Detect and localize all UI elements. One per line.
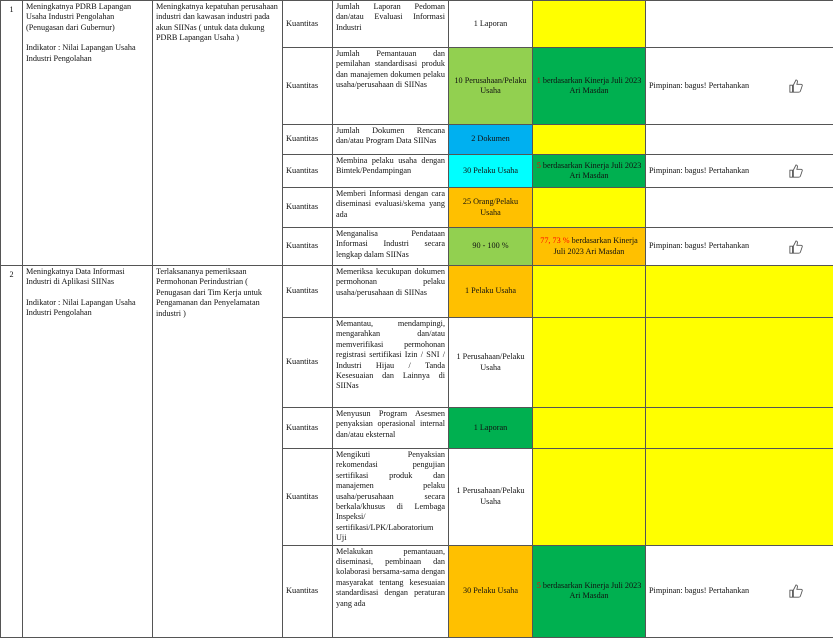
- thumbs-up-icon[interactable]: [789, 584, 803, 598]
- realisasi-value: 5: [537, 581, 541, 590]
- thumbs-up-icon[interactable]: [789, 164, 803, 178]
- umpan-balik-cell: [646, 228, 833, 266]
- jenis-cell: Kuantitas: [283, 228, 333, 266]
- thumbs-up-icon[interactable]: [789, 240, 803, 254]
- realisasi-cell: [533, 545, 646, 637]
- target-cell: 1 Pelaku Usaha: [449, 266, 533, 318]
- aspek-cell: Memantau, mendampingi, mengarahkan dan/atau memverifikasi permohonan registrasi sertifikasi Izin / SNI / Industri Hijau / Tanda Kesesuaian dan Lainnya di SIINas: [333, 318, 449, 408]
- umpan-balik-cell: [646, 545, 833, 637]
- realisasi-cell: [533, 125, 646, 155]
- umpan-balik-cell: [646, 1, 833, 48]
- realisasi-value: 77, 73 %: [540, 236, 569, 245]
- umpan-balik-cell: [646, 266, 833, 318]
- thumbs-up-icon[interactable]: [789, 79, 803, 93]
- jenis-cell: Kuantitas: [283, 545, 333, 637]
- umpan-balik-cell: [646, 155, 833, 188]
- target-cell: 10 Perusahaan/Pelaku Usaha: [449, 48, 533, 125]
- umpan-balik-text: Pimpinan: bagus! Pertahankan: [649, 81, 749, 90]
- sasaran-cell: [23, 266, 153, 638]
- jenis-cell: Kuantitas: [283, 1, 333, 48]
- realisasi-cell: [533, 1, 646, 48]
- umpan-balik-cell: [646, 125, 833, 155]
- realisasi-cell: [533, 188, 646, 228]
- aspek-cell: Jumlah Laporan Pedoman dan/atau Evaluasi Informasi Industri: [333, 1, 449, 48]
- aspek-cell: Memeriksa kecukupan dokumen permohonan pelaku usaha/perusahaan di SIINas: [333, 266, 449, 318]
- table-row: [1, 266, 833, 318]
- umpan-balik-cell: [646, 48, 833, 125]
- umpan-balik-text: Pimpinan: bagus! Pertahankan: [649, 241, 749, 250]
- sasaran-text: Meningkatnya PDRB Lapangan Usaha Industri Pengolahan (Penugasan dari Gubernur): [26, 2, 149, 33]
- aspek-cell: Menganalisa Pendataan Informasi Industri secara lengkap dalam SIINas: [333, 228, 449, 266]
- umpan-balik-text: Pimpinan: bagus! Pertahankan: [649, 166, 749, 175]
- jenis-cell: Kuantitas: [283, 125, 333, 155]
- jenis-cell: Kuantitas: [283, 266, 333, 318]
- jenis-cell: Kuantitas: [283, 155, 333, 188]
- target-cell: 90 - 100 %: [449, 228, 533, 266]
- target-cell: 1 Perusahaan/Pelaku Usaha: [449, 449, 533, 546]
- jenis-cell: Kuantitas: [283, 408, 333, 449]
- realisasi-cell: [533, 155, 646, 188]
- realisasi-note: berdasarkan Kinerja Juli 2023 Ari Masdan: [541, 76, 642, 95]
- realisasi-value: 1: [537, 76, 541, 85]
- realisasi-cell: [533, 228, 646, 266]
- jenis-cell: Kuantitas: [283, 318, 333, 408]
- realisasi-cell: [533, 318, 646, 408]
- rencana-cell: Terlaksananya pemeriksaan Permohonan Perindustrian ( Penugasan dari Tim Kerja untuk Pengamanan dan Penyelamatan industri ): [153, 266, 283, 638]
- umpan-balik-cell: [646, 408, 833, 449]
- target-cell: 1 Perusahaan/Pelaku Usaha: [449, 318, 533, 408]
- aspek-cell: Membina pelaku usaha dengan Bimtek/Pendampingan: [333, 155, 449, 188]
- realisasi-cell: [533, 48, 646, 125]
- target-cell: 2 Dokumen: [449, 125, 533, 155]
- target-cell: 1 Laporan: [449, 408, 533, 449]
- rencana-cell: Meningkatnya kepatuhan perusahaan industri dan kawasan industri pada akun SIINas ( untuk data dukung PDRB Lapangan Usaha ): [153, 1, 283, 266]
- row-number: 1: [1, 1, 23, 266]
- jenis-cell: Kuantitas: [283, 449, 333, 546]
- indikator-text: Indikator : Nilai Lapangan Usaha Industri Pengolahan: [26, 298, 149, 319]
- umpan-balik-cell: [646, 188, 833, 228]
- target-cell: 30 Pelaku Usaha: [449, 545, 533, 637]
- sasaran-text: Meningkatnya Data Informasi Industri di Aplikasi SIINas: [26, 267, 149, 288]
- realisasi-note: berdasarkan Kinerja Juli 2023 Ari Masdan: [541, 581, 642, 600]
- target-cell: 25 Orang/Pelaku Usaha: [449, 188, 533, 228]
- umpan-balik-text: Pimpinan: bagus! Pertahankan: [649, 586, 749, 595]
- umpan-balik-cell: [646, 449, 833, 546]
- jenis-cell: Kuantitas: [283, 188, 333, 228]
- realisasi-cell: [533, 408, 646, 449]
- realisasi-value: 5: [537, 161, 541, 170]
- row-number: 2: [1, 266, 23, 638]
- realisasi-note: berdasarkan Kinerja Juli 2023 Ari Masdan: [541, 161, 642, 180]
- aspek-cell: Menyusun Program Asesmen penyaksian operasional internal dan/atau eksternal: [333, 408, 449, 449]
- sasaran-cell: [23, 1, 153, 266]
- aspek-cell: Melakukan pemantauan, diseminasi, pembinaan dan kolaborasi bersama-sama dengan masyarakat tentang kesesuaian standardisasi dengan peraturan yang ada: [333, 545, 449, 637]
- umpan-balik-cell: [646, 318, 833, 408]
- aspek-cell: Jumlah Pemantauan dan pemilahan standardisasi produk dan manajemen dokumen pelaku usaha/perusahaan di SIINas: [333, 48, 449, 125]
- aspek-cell: Jumlah Dokumen Rencana dan/atau Program Data SIINas: [333, 125, 449, 155]
- target-cell: 30 Pelaku Usaha: [449, 155, 533, 188]
- realisasi-cell: [533, 449, 646, 546]
- realisasi-cell: [533, 266, 646, 318]
- jenis-cell: Kuantitas: [283, 48, 333, 125]
- indikator-text: Indikator : Nilai Lapangan Usaha Industri Pengolahan: [26, 43, 149, 64]
- target-cell: 1 Laporan: [449, 1, 533, 48]
- aspek-cell: Mengikuti Penyaksian rekomendasi pengujian sertifikasi produk dan manajemen pelaku usaha/perusahaan secara berkala/khusus di Lembaga Inspeksi/ sertifikasi/LPK/Laboratorium Uji: [333, 449, 449, 546]
- realisasi-note: berdasarkan Kinerja Juli 2023 Ari Masdan: [554, 236, 638, 255]
- table-row: [1, 1, 833, 48]
- aspek-cell: Memberi Informasi dengan cara diseminasi evaluasi/skema yang ada: [333, 188, 449, 228]
